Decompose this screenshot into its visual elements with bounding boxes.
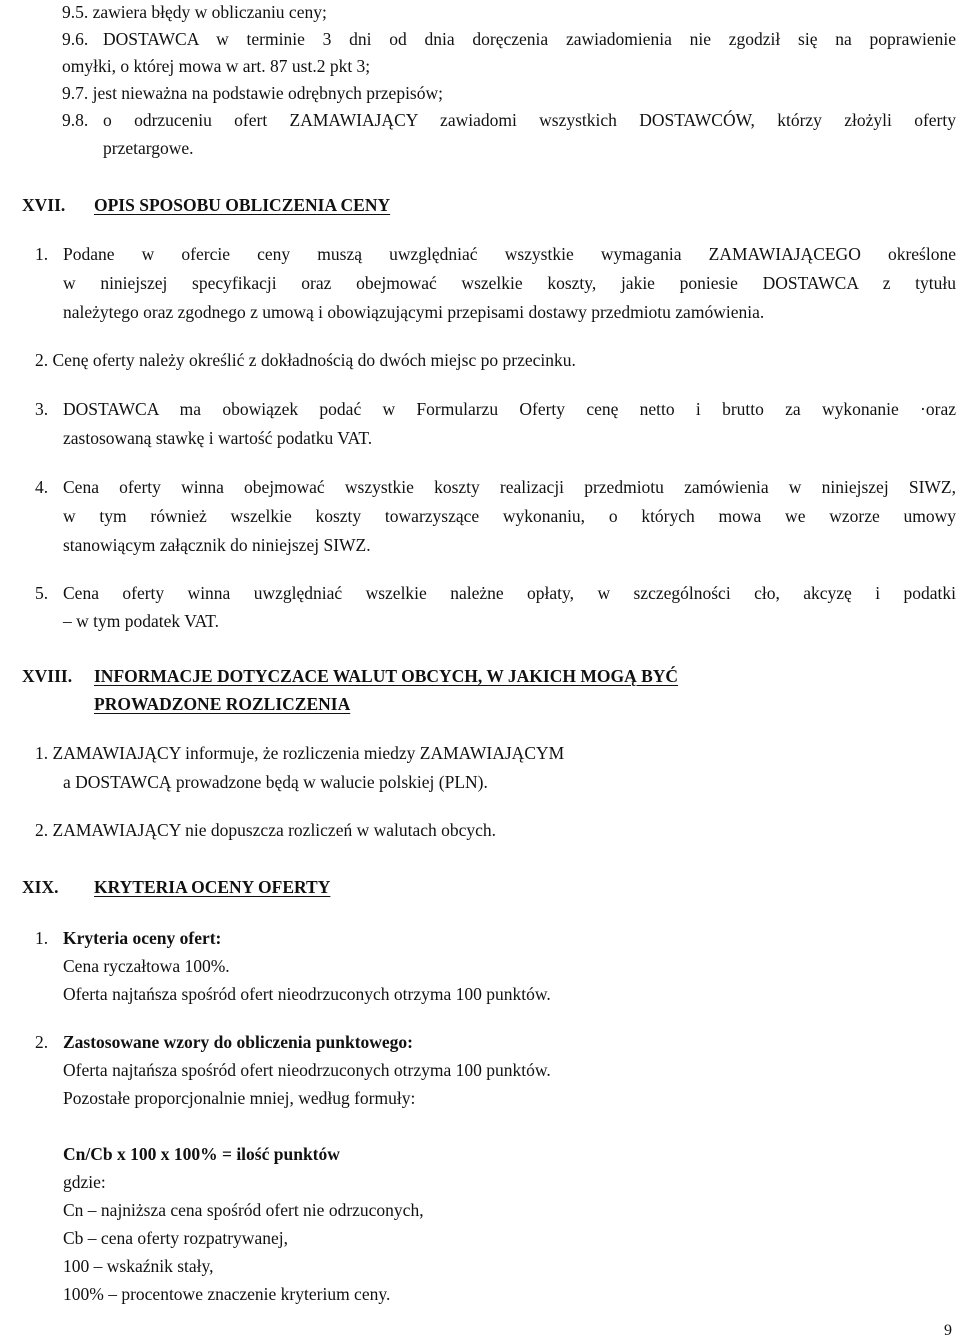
list-item-9-6-number: 9.6. — [62, 29, 89, 49]
xix-c2-line-2: Oferta najtańsza spośród ofert nieodrzuconych otrzyma 100 punktów. — [63, 1060, 551, 1080]
list-item-9-5: 9.5. zawiera błędy w obliczaniu ceny; — [62, 2, 327, 22]
xix-c1-number: 1. — [35, 928, 49, 948]
xvii-p1-line-3: należytego oraz zgodnego z umową i obowiązującymi przepisami dostawy przedmiotu zamówienia. — [63, 302, 765, 322]
list-item-9-8-line-1: o odrzuceniu ofert ZAMAWIAJĄCY zawiadomi wszystkich DOSTAWCÓW, którzy złożyli oferty — [103, 110, 956, 130]
section-xvii-numeral: XVII. — [22, 195, 66, 215]
list-item-9-6-line-1: DOSTAWCA w terminie 3 dni od dnia doręczenia zawiadomienia nie zgodził się na poprawienie — [103, 29, 956, 49]
xix-c1-title: Kryteria oceny ofert: — [63, 928, 222, 948]
formula-where: gdzie: — [63, 1172, 106, 1192]
xvii-p5-line-2: – w tym podatek VAT. — [63, 611, 220, 631]
xvii-p4-line-3: stanowiącym załącznik do niniejszej SIWZ. — [63, 535, 371, 555]
list-item-9-6-line-2: omyłki, o której mowa w art. 87 ust.2 pkt 3; — [62, 56, 371, 76]
xvii-p4-line-2: w tym również wszelkie koszty towarzyszące wykonaniu, o których mowa we wzorze umowy — [63, 506, 956, 526]
xvii-p1-line-1: Podane w ofercie ceny muszą uwzględniać wszystkie wymagania ZAMAWIAJĄCEGO określone — [63, 244, 956, 264]
xvii-p3-line-2: zastosowaną stawkę i wartość podatku VAT. — [63, 428, 373, 448]
section-xviii-title-line-2: PROWADZONE ROZLICZENIA — [94, 694, 351, 714]
xvii-p3-line-1: DOSTAWCA ma obowiązek podać w Formularzu Oferty cenę netto i brutto za wykonanie ·oraz — [63, 399, 956, 419]
list-item-9-7: 9.7. jest nieważna na podstawie odrębnych przepisów; — [62, 83, 443, 103]
xvii-p5-number: 5. — [35, 583, 49, 603]
xvii-p4-line-1: Cena oferty winna obejmować wszystkie koszty realizacji przedmiotu zamówienia w niniejszej SIWZ, — [63, 477, 956, 497]
section-xviii-numeral: XVIII. — [22, 666, 73, 686]
xix-c2-title: Zastosowane wzory do obliczenia punktowego: — [63, 1032, 414, 1052]
xix-c1-line-2: Cena ryczałtowa 100%. — [63, 956, 230, 976]
section-xviii-title-line-1: INFORMACJE DOTYCZACE WALUT OBCYCH, W JAKICH MOGĄ BYĆ — [94, 666, 679, 686]
section-xix-title: KRYTERIA OCENY OFERTY — [94, 877, 331, 897]
xvii-p2: 2. Cenę oferty należy określić z dokładnością do dwóch miejsc po przecinku. — [35, 350, 576, 370]
xix-c1-line-3: Oferta najtańsza spośród ofert nieodrzuconych otrzyma 100 punktów. — [63, 984, 551, 1004]
xix-c2-number: 2. — [35, 1032, 49, 1052]
xvii-p5-line-1: Cena oferty winna uwzględniać wszelkie należne opłaty, w szczególności cło, akcyzę i podatki — [63, 583, 956, 603]
list-item-9-8-number: 9.8. — [62, 110, 89, 130]
section-xix-numeral: XIX. — [22, 877, 59, 897]
list-item-9-8-line-2: przetargowe. — [103, 138, 194, 158]
xvii-p3-number: 3. — [35, 399, 49, 419]
xvii-p1-line-2: w niniejszej specyfikacji oraz obejmować wszelkie koszty, jakie poniesie DOSTAWCA z tytułu — [63, 273, 956, 293]
xvii-p1-number: 1. — [35, 244, 49, 264]
xix-c2-line-3: Pozostałe proporcjonalnie mniej, według formuły: — [63, 1088, 416, 1108]
formula-def-cb: Cb – cena oferty rozpatrywanej, — [63, 1228, 288, 1248]
section-xvii-title: OPIS SPOSOBU OBLICZENIA CENY — [94, 195, 391, 215]
xviii-p2: 2. ZAMAWIAJĄCY nie dopuszcza rozliczeń w walutach obcych. — [35, 820, 497, 840]
page-number: 9 — [944, 1322, 952, 1339]
formula-def-cn: Cn – najniższa cena spośród ofert nie odrzuconych, — [63, 1200, 424, 1220]
formula-def-100: 100 – wskaźnik stały, — [63, 1256, 214, 1276]
formula: Cn/Cb x 100 x 100% = ilość punktów — [63, 1144, 340, 1164]
xviii-p1-line-2: a DOSTAWCĄ prowadzone będą w walucie polskiej (PLN). — [63, 772, 488, 792]
xvii-p4-number: 4. — [35, 477, 49, 497]
formula-def-100-percent: 100% – procentowe znaczenie kryterium ceny. — [63, 1284, 391, 1304]
xviii-p1-line-1: 1. ZAMAWIAJĄCY informuje, że rozliczenia miedzy ZAMAWIAJĄCYM — [35, 743, 565, 763]
